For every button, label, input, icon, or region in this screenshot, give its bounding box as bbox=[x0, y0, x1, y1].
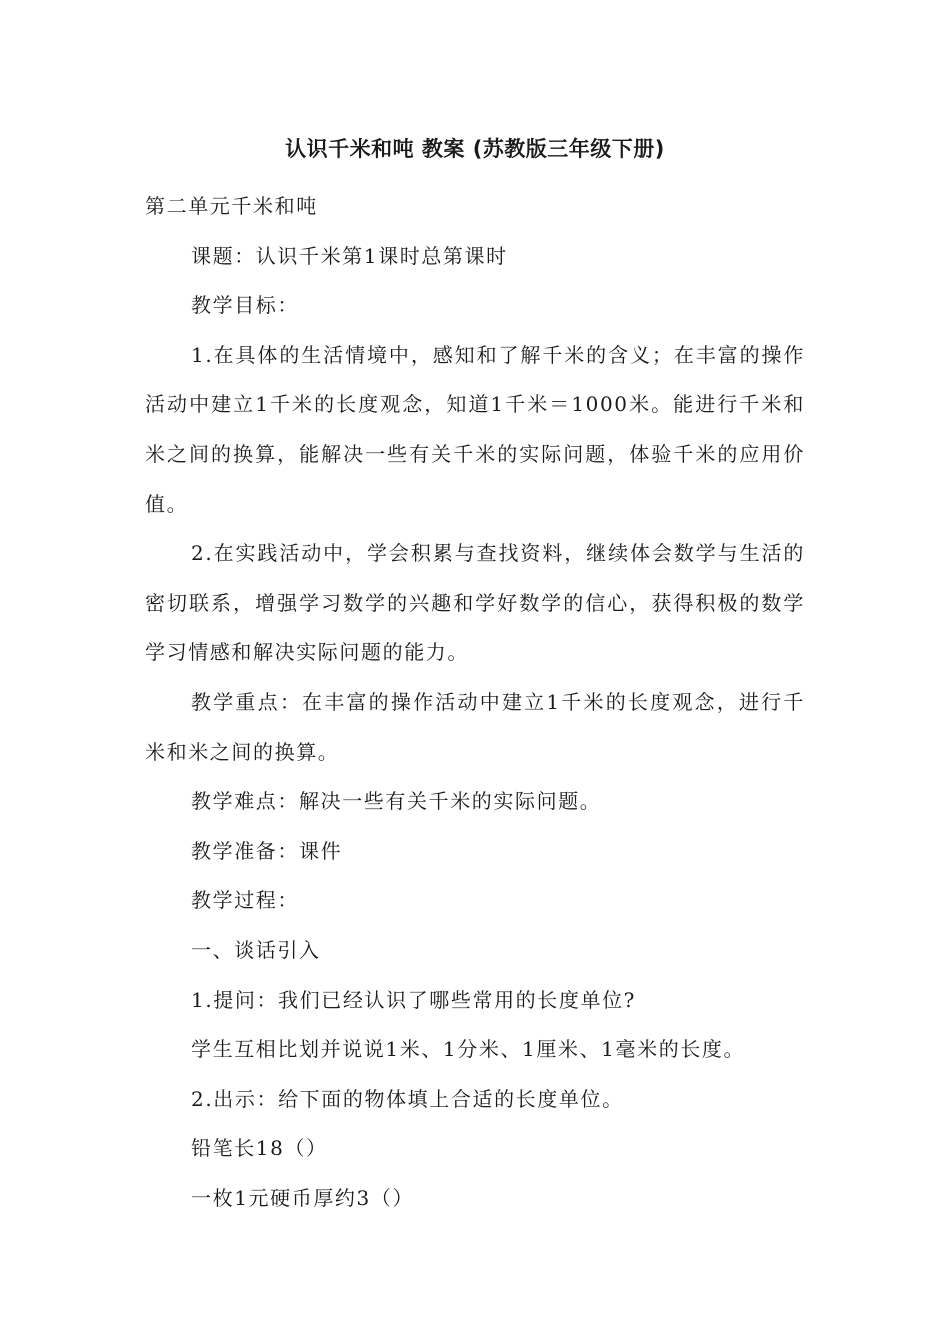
objective-2: 2.在实践活动中，学会积累与查找资料，继续体会数学与生活的密切联系，增强学习数学的兴趣和学好数学的信心，获得积极的数学学习情感和解决实际问题的能力。 bbox=[145, 541, 805, 665]
section-1-heading: 一、谈话引入 bbox=[191, 937, 321, 962]
document-body bbox=[145, 182, 805, 1223]
teaching-preparation: 教学准备：课件 bbox=[191, 838, 343, 863]
lesson-topic: 课题：认识千米第1课时总第课时 bbox=[191, 243, 508, 268]
objectives-heading: 教学目标： bbox=[191, 293, 299, 318]
exercise-item-coin: 一枚1元硬币厚约3（） bbox=[191, 1185, 415, 1210]
exercise-prompt: 2.出示：给下面的物体填上合适的长度单位。 bbox=[191, 1086, 624, 1111]
key-points: 教学重点：在丰富的操作活动中建立1千米的长度观念，进行千米和米之间的换算。 bbox=[145, 689, 805, 764]
document-title: 认识千米和吨 教案 (苏教版三年级下册) bbox=[285, 137, 665, 161]
process-heading: 教学过程： bbox=[191, 888, 299, 913]
question-1: 1.提问：我们已经认识了哪些常用的长度单位? bbox=[191, 987, 637, 1012]
student-activity: 学生互相比划并说说1米、1分米、1厘米、1毫米的长度。 bbox=[191, 1037, 746, 1062]
objective-1: 1.在具体的生活情境中，感知和了解千米的含义；在丰富的操作活动中建立1千米的长度观念，知道1千米＝1000米。能进行千米和米之间的换算，能解决一些有关千米的实际问题，体验千米的应用价值。 bbox=[145, 342, 805, 516]
difficult-points: 教学难点：解决一些有关千米的实际问题。 bbox=[191, 789, 602, 814]
unit-heading: 第二单元千米和吨 bbox=[145, 194, 318, 218]
exercise-item-pencil: 铅笔长18（） bbox=[191, 1136, 328, 1161]
